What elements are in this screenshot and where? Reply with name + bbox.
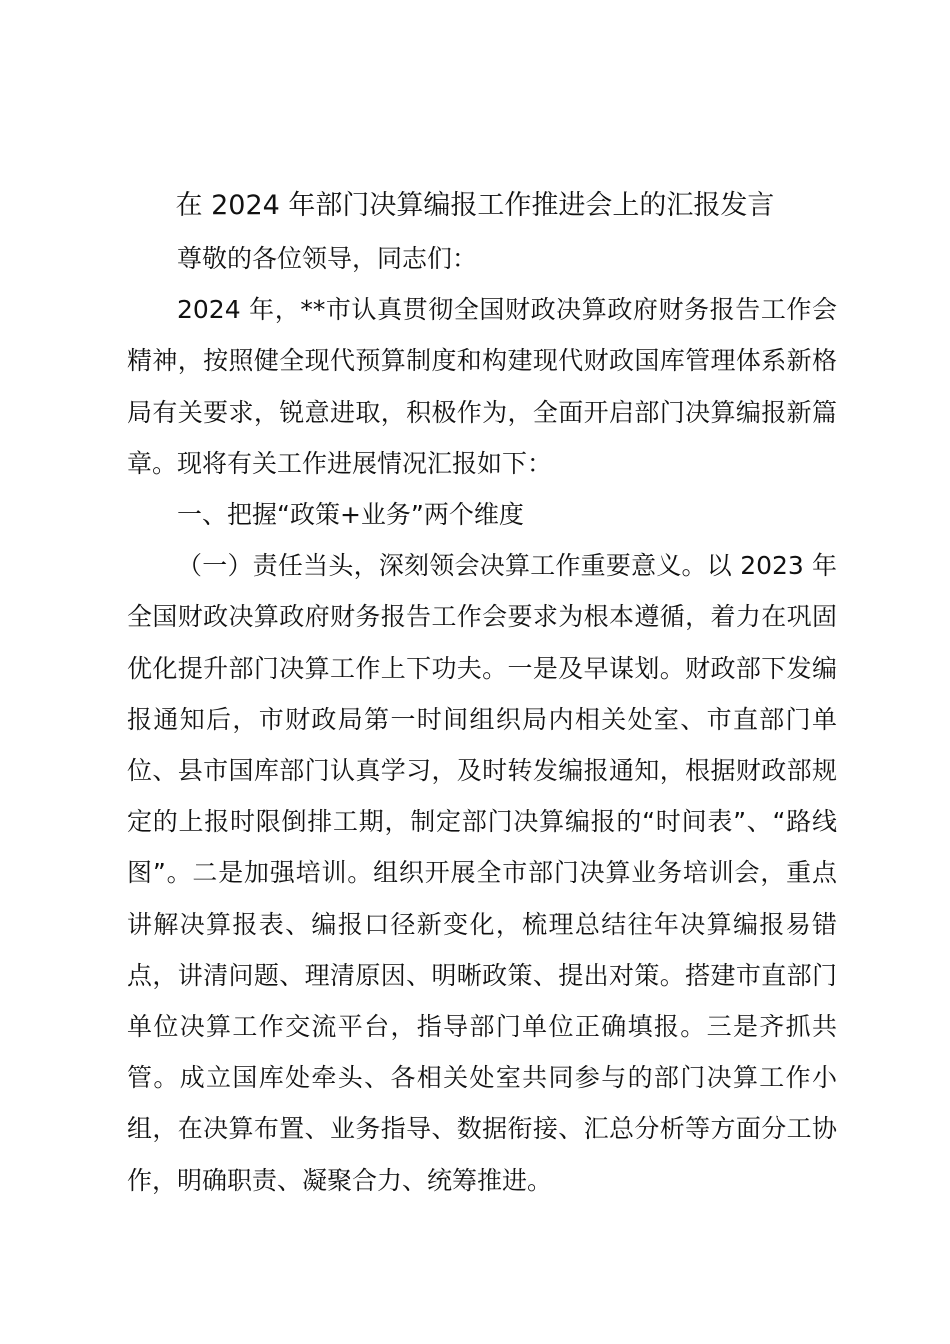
intro-paragraph: 2024 年，**市认真贯彻全国财政决算政府财务报告工作会精神，按照健全现代预算制度和构建现代财政国库管理体系新格局有关要求，锐意进取，积极作为，全面开启部门决算编报新篇章。现将有关工作进展情况汇报如下：	[127, 295, 837, 478]
document-body	[127, 233, 837, 1206]
salutation: 尊敬的各位领导，同志们：	[177, 244, 478, 273]
section-paragraph: （一）责任当头，深刻领会决算工作重要意义。以 2023 年全国财政决算政府财务报告工作会要求为根本遵循，着力在巩固优化提升部门决算工作上下功夫。一是及早谋划。财政部下发编报通知后，市财政局第一时间组织局内相关处室、市直部门单位、县市国库部门认真学习，及时转发编报通知，根据财政部规定的上报时限倒排工期，制定部门决算编报的“时间表”、“路线图”。二是加强培训。组织开展全市部门决算业务培训会，重点讲解决算报表、编报口径新变化，梳理总结往年决算编报易错点，讲清问题、理清原因、明晰政策、提出对策。搭建市直部门单位决算工作交流平台，指导部门单位正确填报。三是齐抓共管。成立国库处牵头、各相关处室共同参与的部门决算工作小组，在决算布置、业务指导、数据衔接、汇总分析等方面分工协作，明确职责、凝聚合力、统筹推进。	[127, 551, 837, 1195]
document-title: 在 2024 年部门决算编报工作推进会上的汇报发言	[175, 190, 775, 221]
section-heading: 一、把握“政策+业务”两个维度	[177, 500, 524, 530]
